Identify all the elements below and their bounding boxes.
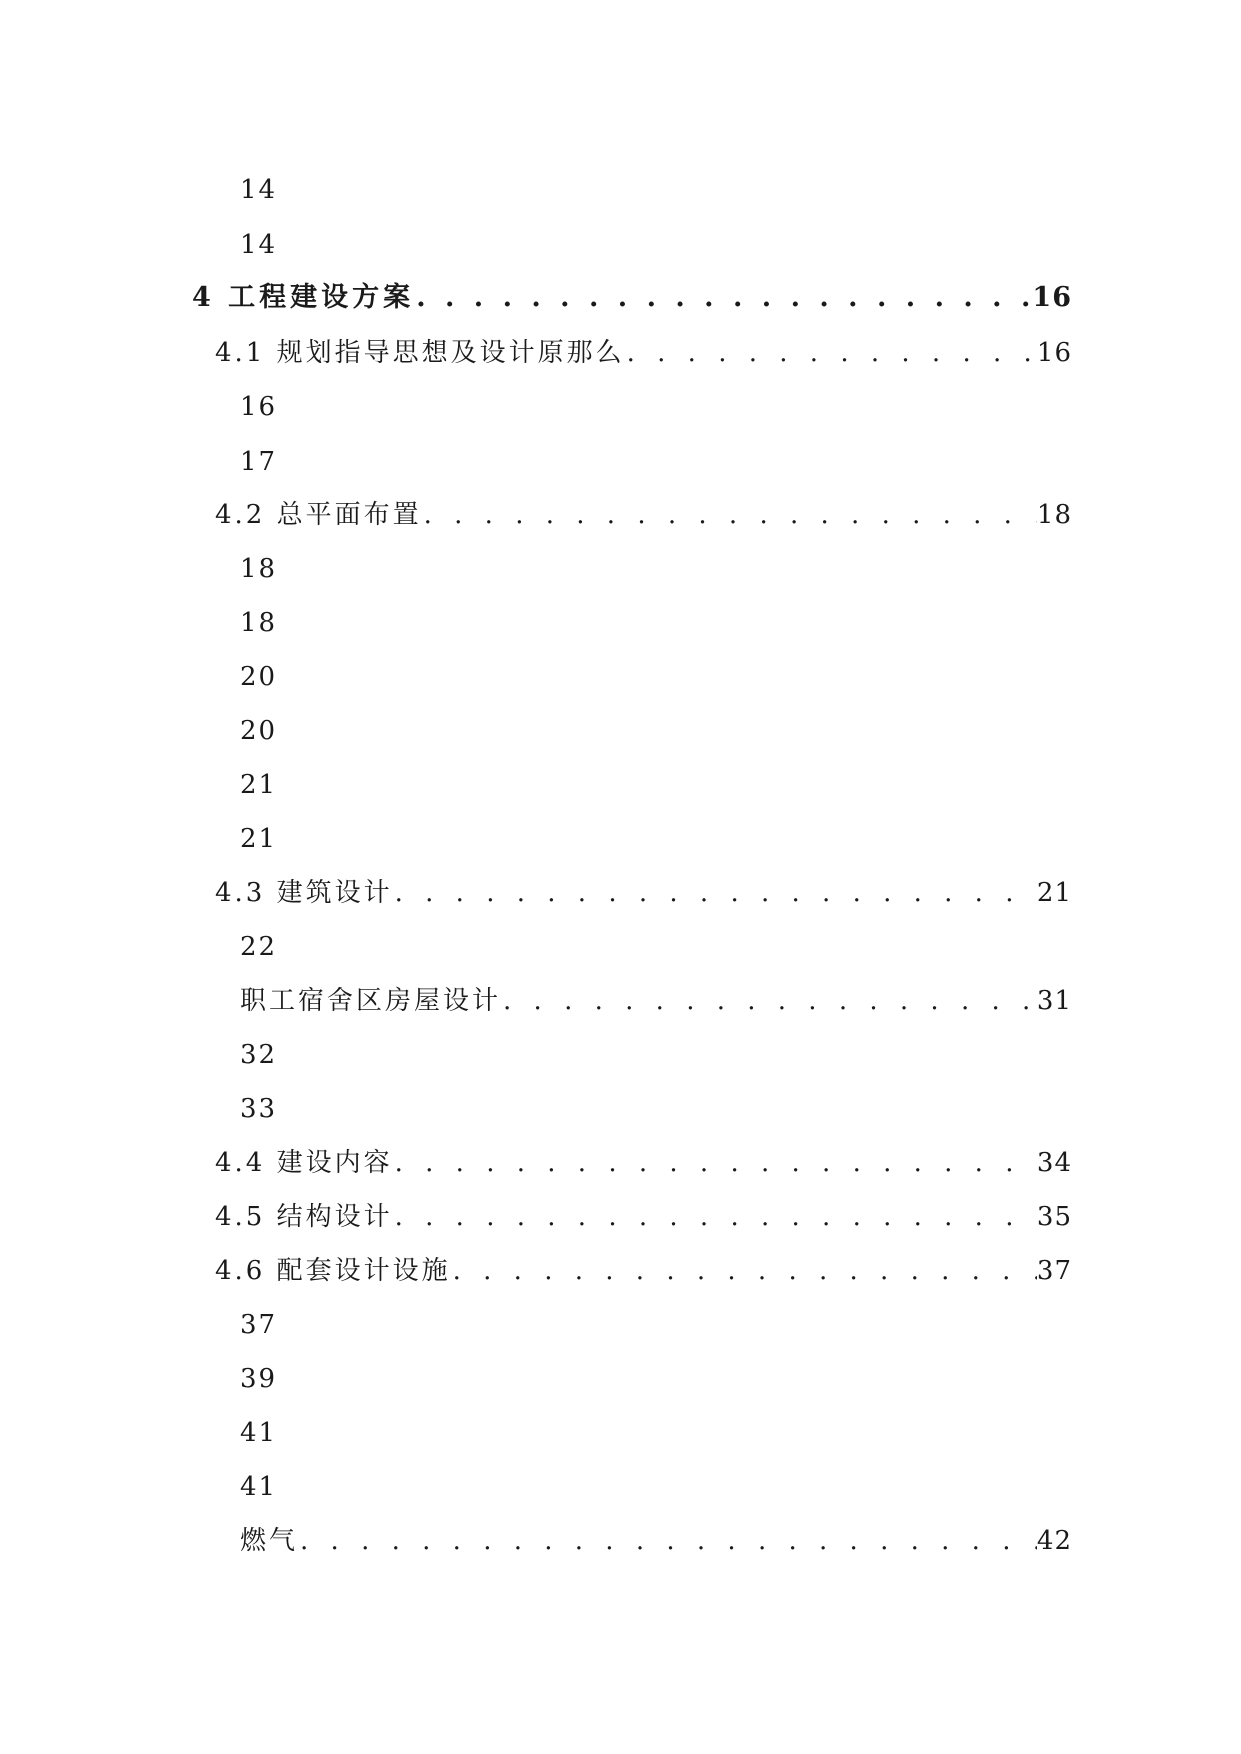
- toc-page-number: 20: [240, 716, 278, 746]
- toc-page-number: 22: [240, 932, 278, 962]
- toc-page-number: 18: [240, 554, 278, 584]
- dot-leader: [393, 1197, 1037, 1237]
- toc-page-number: 14: [240, 175, 278, 205]
- toc-section-entry[interactable]: [215, 333, 1072, 373]
- toc-chapter-entry[interactable]: [192, 278, 1072, 318]
- toc-entry-label: 4.3 建筑设计: [215, 878, 393, 908]
- toc-page-number: 41: [240, 1418, 278, 1448]
- toc-page-number: 17: [240, 447, 278, 477]
- toc-subsection-entry[interactable]: [240, 981, 1072, 1021]
- toc-entry-page: 21: [1036, 878, 1072, 908]
- dot-leader: [414, 278, 1032, 318]
- toc-entry-page: 16: [1036, 338, 1072, 368]
- toc-page-number: 18: [240, 608, 278, 638]
- toc-entry-label: 燃气: [240, 1526, 299, 1556]
- toc-page-number: 20: [240, 662, 278, 692]
- dot-leader: [393, 1143, 1037, 1183]
- toc-section-entry[interactable]: [215, 1143, 1072, 1183]
- toc-entry-page: 16: [1032, 282, 1072, 313]
- toc-section-entry[interactable]: [215, 1251, 1072, 1291]
- dot-leader: [451, 1251, 1037, 1291]
- toc-entry-page: 42: [1036, 1526, 1072, 1556]
- toc-subsection-entry[interactable]: [240, 1521, 1072, 1561]
- toc-page-number: 37: [240, 1310, 278, 1340]
- toc-page-number: 21: [240, 824, 278, 854]
- toc-entry-label: 职工宿舍区房屋设计: [240, 986, 502, 1016]
- toc-entry-label: 4.4 建设内容: [215, 1148, 393, 1178]
- toc-section-entry[interactable]: [215, 495, 1072, 535]
- toc-entry-page: 37: [1036, 1256, 1072, 1286]
- toc-page-number: 16: [240, 392, 278, 422]
- toc-entry-page: 18: [1036, 500, 1072, 530]
- toc-entry-page: 31: [1036, 986, 1072, 1016]
- toc-section-entry[interactable]: [215, 1197, 1072, 1237]
- toc-page-number: 14: [240, 230, 278, 260]
- dot-leader: [422, 495, 1037, 535]
- toc-page-number: 32: [240, 1040, 278, 1070]
- toc-page-number: 33: [240, 1094, 278, 1124]
- toc-entry-label: 4 工程建设方案: [192, 282, 415, 313]
- toc-page-number: 41: [240, 1472, 278, 1502]
- toc-page-number: 39: [240, 1364, 278, 1394]
- toc-page-number: 21: [240, 770, 278, 800]
- toc-entry-label: 4.2 总平面布置: [215, 500, 422, 530]
- dot-leader: [298, 1521, 1037, 1561]
- toc-entry-page: 34: [1036, 1148, 1072, 1178]
- dot-leader: [393, 873, 1037, 913]
- toc-entry-label: 4.6 配套设计设施: [215, 1256, 451, 1286]
- toc-section-entry[interactable]: [215, 873, 1072, 913]
- dot-leader: [625, 333, 1037, 373]
- dot-leader: [501, 981, 1037, 1021]
- toc-entry-page: 35: [1036, 1202, 1072, 1232]
- toc-entry-label: 4.1 规划指导思想及设计原那么: [215, 338, 625, 368]
- toc-entry-label: 4.5 结构设计: [215, 1202, 393, 1232]
